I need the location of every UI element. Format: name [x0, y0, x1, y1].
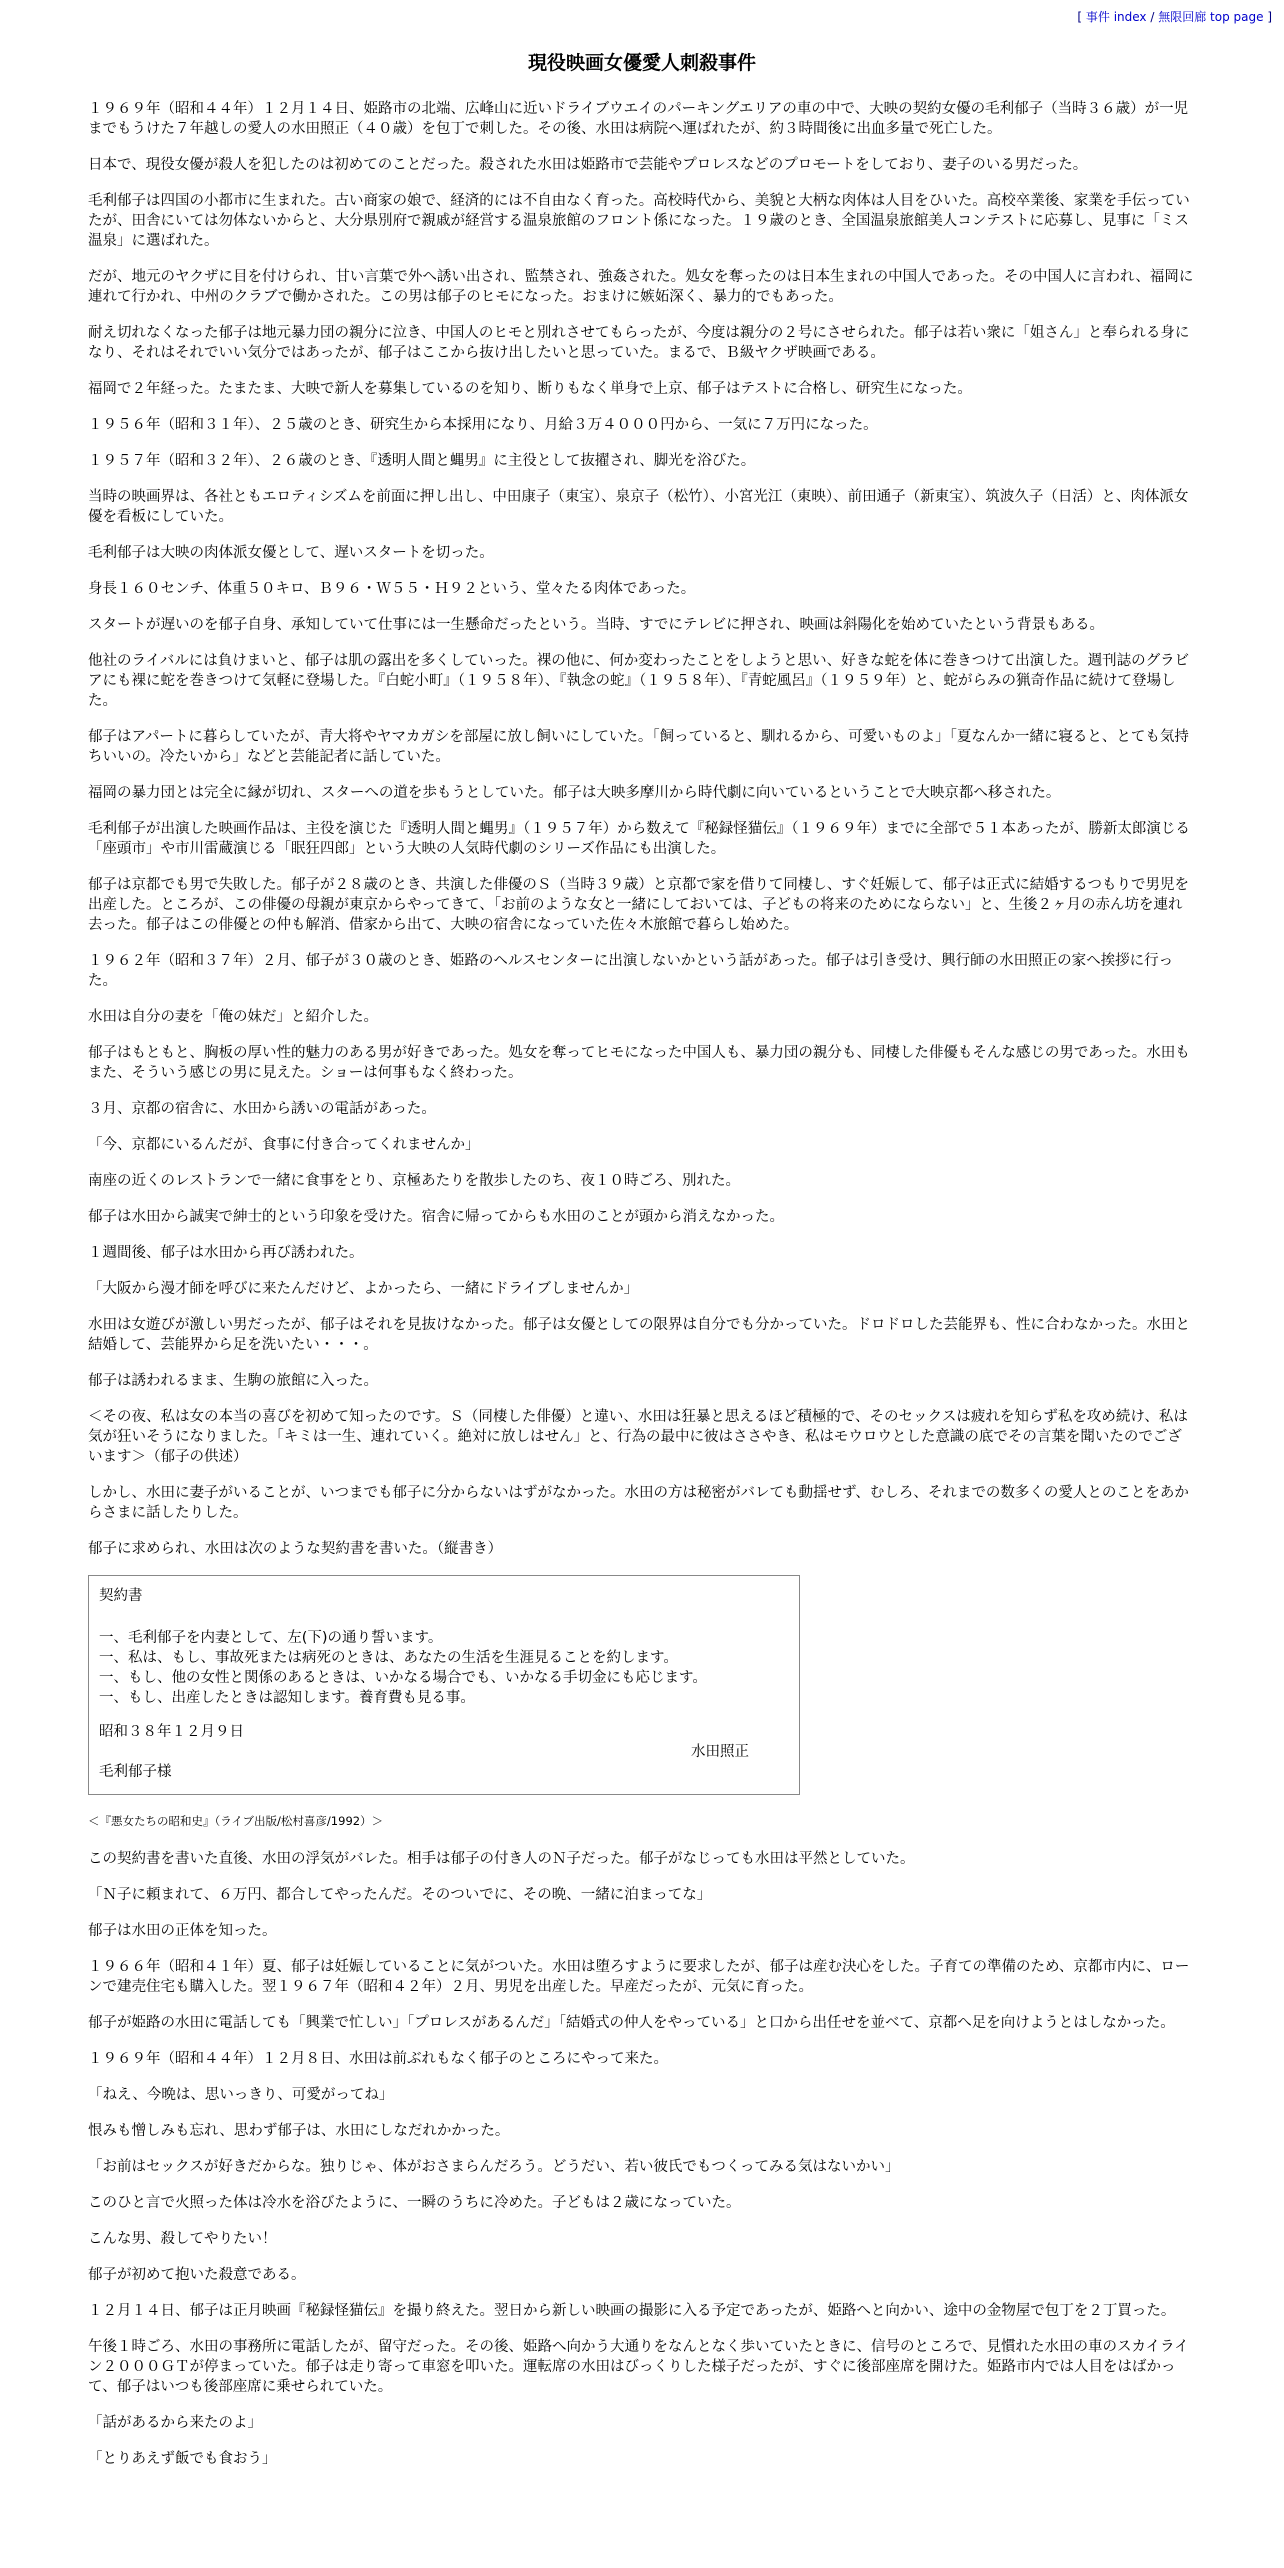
- case-index-link[interactable]: 事件 index: [1085, 10, 1147, 24]
- article-paragraph: 「お前はセックスが好きだからな。独りじゃ、体がおさまらんだろう。どうだい、若い彼氏でもつくってみる気はないかい」: [88, 2159, 900, 2175]
- article-paragraph: ３月、京都の宿舎に、水田から誘いの電話があった。: [88, 1101, 436, 1117]
- article-paragraphs-part2: [88, 1849, 1196, 2469]
- article-paragraph: １９６２年（昭和３７年）２月、郁子が３０歳のとき、姫路のヘルスセンターに出演しないかという話があった。郁子は引き受け、興行師の水田照正の家へ挨拶に行った。: [88, 953, 1174, 989]
- source-citation: ＜『悪女たちの昭和史』（ライブ出版/松村喜彦/1992）＞: [88, 1814, 384, 1828]
- article-paragraph: １９６６年（昭和４１年）夏、郁子は妊娠していることに気がついた。水田は堕ろすように要求したが、郁子は産む決心をした。子育ての準備のため、京都市内に、ローンで建売住宅も購入した。翌１９６７年（昭和４２年）２月、男児を出産した。早産だったが、元気に育った。: [88, 1959, 1190, 1995]
- article-paragraph: 水田は自分の妻を「俺の妹だ」と紹介した。: [88, 1009, 378, 1025]
- contract-clause: 一、もし、他の女性と関係のあるときは、いかなる場合でも、いかなる手切金にも応じます。: [99, 1670, 707, 1686]
- article-paragraph: 毛利郁子は大映の肉体派女優として、遅いスタートを切った。: [88, 545, 494, 561]
- article-paragraph: 郁子は水田から誠実で紳士的という印象を受けた。宿舎に帰ってからも水田のことが頭から消えなかった。: [88, 1209, 784, 1225]
- article-paragraph: 郁子はもともと、胸板の厚い性的魅力のある男が好きであった。処女を奪ってヒモになった中国人も、暴力団の親分も、同棲した俳優もそんな感じの男であった。水田もまた、そういう感じの男に見えた。ショーは何事もなく終わった。: [88, 1045, 1190, 1081]
- article-paragraph: １２月１４日、郁子は正月映画『秘録怪猫伝』を撮り終えた。翌日から新しい映画の撮影に入る予定であったが、姫路へと向かい、途中の金物屋で包丁を２丁買った。: [88, 2303, 1176, 2319]
- article-paragraph: このひと言で火照った体は冷水を浴びたように、一瞬のうちに冷めた。子どもは２歳になっていた。: [88, 2195, 741, 2211]
- article-paragraph: 毛利郁子は四国の小都市に生まれた。古い商家の娘で、経済的には不自由なく育った。高校時代から、美貌と大柄な肉体は人目をひいた。高校卒業後、家業を手伝っていたが、田舎にいては勿体ないからと、大分県別府で親戚が経営する温泉旅館のフロント係になった。１９歳のとき、全国温泉旅館美人コンテストに応募し、見事に「ミス温泉」に選ばれた。: [88, 193, 1190, 249]
- article-paragraph: 他社のライバルには負けまいと、郁子は肌の露出を多くしていった。裸の他に、何か変わったことをしようと思い、好きな蛇を体に巻きつけて出演した。週刊誌のグラビアにも裸に蛇を巻きつけて気軽に登場した。『白蛇小町』（１９５８年）、『執念の蛇』（１９５８年）、『青蛇風呂』（１９５９年）と、蛇がらみの猟奇作品に続けて登場した。: [88, 653, 1190, 709]
- article-paragraph: １９５６年（昭和３１年）、２５歳のとき、研究生から本採用になり、月給３万４０００円から、一気に７万円になった。: [88, 417, 878, 433]
- article-paragraph: 「とりあえず飯でも食おう」: [88, 2451, 277, 2467]
- contract-signature-row: [99, 1742, 789, 1762]
- article-paragraph: 「今、京都にいるんだが、食事に付き合ってくれませんか」: [88, 1137, 480, 1153]
- article-paragraph: しかし、水田に妻子がいることが、いつまでも郁子に分からないはずがなかった。水田の方は秘密がバレても動揺せず、むしろ、それまでの数多くの愛人とのことをあからさまに話したりした。: [88, 1485, 1189, 1521]
- article-paragraph: 当時の映画界は、各社ともエロティシズムを前面に押し出し、中田康子（東宝）、泉京子（松竹）、小宮光江（東映）、前田通子（新東宝）、筑波久子（日活）と、肉体派女優を看板にしていた。: [88, 489, 1189, 525]
- article-paragraph: 郁子が初めて抱いた殺意である。: [88, 2267, 306, 2283]
- article-paragraph: 郁子は水田の正体を知った。: [88, 1923, 277, 1939]
- article-body: [88, 99, 1196, 2469]
- article-paragraph: 「ねえ、今晩は、思いっきり、可愛がってね」: [88, 2087, 394, 2103]
- page-title: 現役映画女優愛人刺殺事件: [527, 52, 756, 74]
- article-paragraph: 福岡で２年経った。たまたま、大映で新人を募集しているのを知り、断りもなく単身で上京、郁子はテストに合格し、研究生になった。: [88, 381, 972, 397]
- contract-clause: 一、私は、もし、事故死または病死のときは、あなたの生活を生涯見ることを約します。: [99, 1650, 678, 1666]
- article-paragraph: １週間後、郁子は水田から再び誘われた。: [88, 1245, 364, 1261]
- article-paragraph: 「話があるから来たのよ」: [88, 2415, 262, 2431]
- nav-bracket-open: [: [1077, 10, 1083, 24]
- article-paragraph: この契約書を書いた直後、水田の浮気がバレた。相手は郁子の付き人のＮ子だった。郁子がなじっても水田は平然としていた。: [88, 1851, 915, 1867]
- article-paragraph: 郁子は京都でも男で失敗した。郁子が２８歳のとき、共演した俳優のＳ（当時３９歳）と京都で家を借りて同棲し、すぐ妊娠して、郁子は正式に結婚するつもりで男児を出産した。ところが、この俳優の母親が東京からやってきて、「お前のような女と一緒にしておいては、子どもの将来のためにならない」と、生後２ヶ月の赤ん坊を連れ去った。郁子はこの俳優との仲も解消、借家から出て、大映の宿舎になっていた佐々木旅館で暮らし始めた。: [88, 877, 1189, 933]
- article-paragraph: 水田は女遊びが激しい男だったが、郁子はそれを見抜けなかった。郁子は女優としての限界は自分でも分かっていた。ドロドロした芸能界も、性に合わなかった。水田と結婚して、芸能界から足を洗いたい・・・。: [88, 1317, 1190, 1353]
- article-paragraph: 耐え切れなくなった郁子は地元暴力団の親分に泣き、中国人のヒモと別れさせてもらったが、今度は親分の２号にさせられた。郁子は若い衆に「姐さん」と奉られる身になり、それはそれでいい気分ではあったが、郁子はここから抜け出したいと思っていた。まるで、Ｂ級ヤクザ映画である。: [88, 325, 1190, 361]
- contract-clauses: [99, 1628, 789, 1708]
- article-paragraph: 午後１時ごろ、水田の事務所に電話したが、留守だった。その後、姫路へ向かう大通りをなんとなく歩いていたときに、信号のところで、見慣れた水田の車のスカイライン２０００ＧＴが停まっていた。郁子は走り寄って車窓を叩いた。運転席の水田はびっくりした様子だったが、すぐに後部座席を開けた。姫路市内では人目をはばかって、郁子はいつも後部座席に乗せられていた。: [88, 2339, 1189, 2395]
- contract-document-box: [88, 1575, 800, 1795]
- contract-title: 契約書: [99, 1588, 143, 1604]
- nav-separator: /: [1150, 10, 1159, 24]
- article-paragraph: 恨みも憎しみも忘れ、思わず郁子は、水田にしなだれかかった。: [88, 2123, 510, 2139]
- article-paragraph: だが、地元のヤクザに目を付けられ、甘い言葉で外へ誘い出され、監禁され、強姦された。処女を奪ったのは日本生まれの中国人であった。その中国人に言われ、福岡に連れて行かれ、中州のクラブで働かされた。この男は郁子のヒモになった。おまけに嫉妬深く、暴力的でもあった。: [88, 269, 1194, 305]
- contract-date: 昭和３８年１２月９日: [99, 1724, 244, 1740]
- article-paragraph: 日本で、現役女優が殺人を犯したのは初めてのことだった。殺された水田は姫路市で芸能やプロレスなどのプロモートをしており、妻子のいる男だった。: [88, 157, 1088, 173]
- article-paragraph: 福岡の暴力団とは完全に縁が切れ、スターへの道を歩もうとしていた。郁子は大映多摩川から時代劇に向いているということで大映京都へ移された。: [88, 785, 1061, 801]
- contract-signer: 水田照正: [691, 1744, 749, 1760]
- top-page-link[interactable]: 無限回廊 top page: [1158, 10, 1264, 24]
- contract-addressee: 毛利郁子様: [99, 1764, 172, 1780]
- article-paragraph: 郁子は誘われるまま、生駒の旅館に入った。: [88, 1373, 378, 1389]
- article-paragraph: 毛利郁子が出演した映画作品は、主役を演じた『透明人間と蝿男』（１９５７年）から数えて『秘録怪猫伝』（１９６９年）までに全部で５１本あったが、勝新太郎演じる「座頭市」や市川雷蔵演じる「眠狂四郎」という大映の人気時代劇のシリーズ作品にも出演した。: [88, 821, 1190, 857]
- article-paragraph: スタートが遅いのを郁子自身、承知していて仕事には一生懸命だったという。当時、すでにテレビに押され、映画は斜陽化を始めていたという背景もある。: [88, 617, 1105, 633]
- article-paragraph: 郁子が姫路の水田に電話しても「興業で忙しい」「プロレスがあるんだ」「結婚式の仲人をやっている」と口から出任せを並べて、京都へ足を向けようとはしなかった。: [88, 2015, 1175, 2031]
- article-paragraph: こんな男、殺してやりたい！: [88, 2231, 277, 2247]
- article-paragraph: 郁子はアパートに暮らしていたが、青大将やヤマカガシを部屋に放し飼いにしていた。「飼っていると、馴れるから、可愛いものよ」「夏なんか一緒に寝ると、とても気持ちいいの。冷たいから」などと芸能記者に話していた。: [88, 729, 1189, 765]
- article-paragraph: １９６９年（昭和４４年）１２月８日、水田は前ぶれもなく郁子のところにやって来た。: [88, 2051, 668, 2067]
- article-paragraph: 南座の近くのレストランで一緒に食事をとり、京極あたりを散歩したのち、夜１０時ごろ、別れた。: [88, 1173, 741, 1189]
- article-paragraphs-part1: [88, 99, 1196, 1559]
- article-paragraph: １９６９年（昭和４４年）１２月１４日、姫路市の北端、広峰山に近いドライブウエイのパーキングエリアの車の中で、大映の契約女優の毛利郁子（当時３６歳）が一児までもうけた７年越しの愛人の水田照正（４０歳）を包丁で刺した。その後、水田は病院へ運ばれたが、約３時間後に出血多量で死亡した。: [88, 101, 1189, 137]
- article-paragraph: 郁子に求められ、水田は次のような契約書を書いた。（縦書き）: [88, 1541, 503, 1557]
- article-paragraph: １９５７年（昭和３２年）、２６歳のとき、『透明人間と蝿男』に主役として抜擢され、脚光を浴びた。: [88, 453, 756, 469]
- article-paragraph: 「大阪から漫才師を呼びに来たんだけど、よかったら、一緒にドライブしませんか」: [88, 1281, 639, 1297]
- top-navigation: [1077, 8, 1272, 25]
- article-paragraph: 身長１６０センチ、体重５０キロ、Ｂ９６・Ｗ５５・Ｈ９２という、堂々たる肉体であった。: [88, 581, 696, 597]
- contract-clause: 一、毛利郁子を内妻として、左(下)の通り誓います。: [99, 1630, 443, 1646]
- article-paragraph: 「Ｎ子に頼まれて、６万円、都合してやったんだ。そのついでに、その晩、一緒に泊まってな」: [88, 1887, 712, 1903]
- nav-bracket-close: ]: [1267, 10, 1272, 24]
- article-paragraph: ＜その夜、私は女の本当の喜びを初めて知ったのです。Ｓ（同棲した俳優）と違い、水田は狂暴と思えるほど積極的で、そのセックスは疲れを知らず私を攻め続け、私は気が狂いそうになりました。「キミは一生、連れていく。絶対に放しはせん」と、行為の最中に彼はささやき、私はモウロウとした意識の底でその言葉を聞いたのでございます＞（郁子の供述）: [88, 1409, 1188, 1465]
- contract-clause: 一、もし、出産したときは認知します。養育費も見る事。: [99, 1690, 475, 1706]
